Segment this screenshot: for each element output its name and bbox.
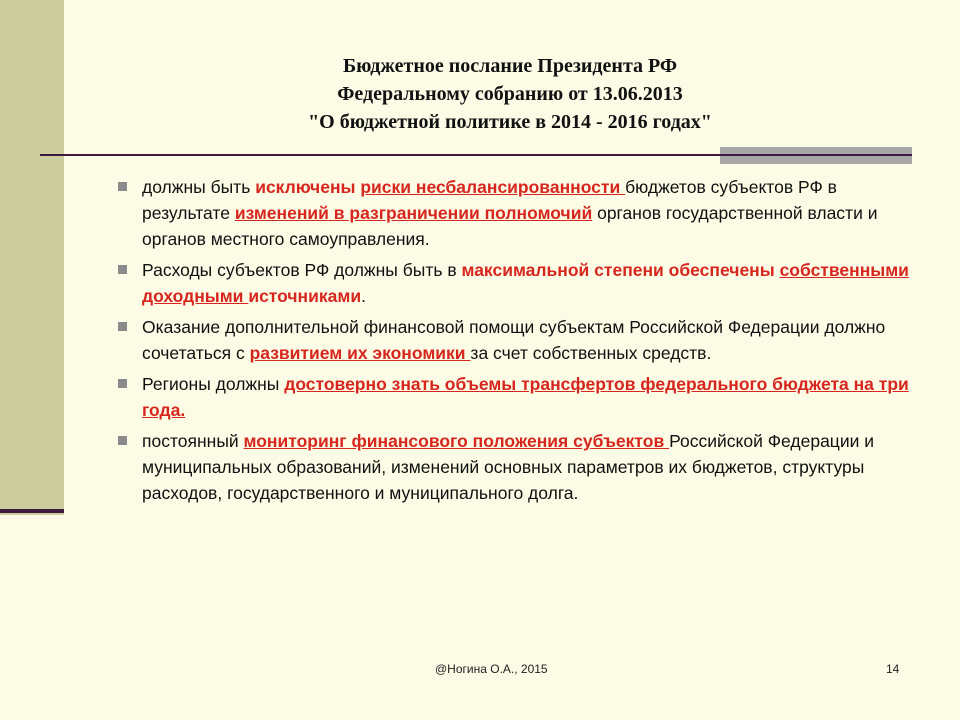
- bullet-item-5: [118, 428, 918, 506]
- square-bullet-icon: [118, 322, 127, 331]
- bullet-list: [118, 174, 918, 511]
- bullet-5-text-1: постоянный: [142, 431, 244, 451]
- bullet-4-text-1: Регионы должны: [142, 374, 285, 394]
- square-bullet-icon: [118, 265, 127, 274]
- title-line-2: Федеральному собранию от 13.06.2013: [337, 83, 683, 105]
- bullet-1-highlight-3: изменений в разграничении полномочий: [234, 203, 593, 223]
- bullet-2-highlight-3: источниками: [248, 286, 362, 306]
- page-number: 14: [886, 662, 900, 676]
- bullet-item-4: [118, 371, 918, 423]
- bullet-5-highlight-1: мониторинг финансового положения субъектов: [243, 431, 670, 451]
- square-bullet-icon: [118, 379, 127, 388]
- bullet-2-text-3: .: [361, 286, 366, 306]
- left-band-border: [0, 509, 64, 513]
- bullet-3-text-2: за счет собственных средств.: [470, 343, 712, 363]
- bullet-item-1: [118, 174, 918, 252]
- slide-title: [190, 52, 830, 136]
- title-line-3: "О бюджетной политике в 2014 - 2016 годах": [308, 111, 712, 133]
- bullet-1-text-4: органов государственной власти и органов местного самоуправления.: [142, 203, 878, 249]
- bullet-4-highlight-1: достоверно знать объемы трансфертов федерального бюджета на три года.: [142, 374, 909, 420]
- bullet-3-highlight-1: развитием их экономики: [249, 343, 471, 363]
- title-divider-accent: [720, 147, 912, 164]
- bullet-5-text-2: Российской Федерации и муниципальных образований, изменений основных параметров их бюджетов, структуры расходов, государственного и муниципального долга.: [142, 431, 875, 503]
- bullet-3-text-1: Оказание дополнительной финансовой помощи субъектам Российской Федерации должно сочетаться с: [142, 317, 886, 363]
- bullet-item-2: [118, 257, 918, 309]
- footer-credit: @Ногина О.А., 2015: [435, 662, 548, 676]
- left-decorative-band: [0, 0, 64, 515]
- bullet-1-highlight-1: исключены: [255, 177, 356, 197]
- bullet-1-highlight-2: риски несбалансированности: [360, 177, 626, 197]
- bullet-1-text-3: бюджетов субъектов РФ в результате: [142, 177, 837, 223]
- bullet-item-3: [118, 314, 918, 366]
- bullet-2-highlight-2: собственными доходными: [142, 260, 909, 306]
- bullet-2-text-1: Расходы субъектов РФ должны быть в: [142, 260, 462, 280]
- square-bullet-icon: [118, 182, 127, 191]
- bullet-1-text-1: должны быть: [142, 177, 256, 197]
- bullet-2-highlight-1: максимальной степени обеспечены: [461, 260, 775, 280]
- title-line-1: Бюджетное послание Президента РФ: [342, 55, 678, 77]
- square-bullet-icon: [118, 436, 127, 445]
